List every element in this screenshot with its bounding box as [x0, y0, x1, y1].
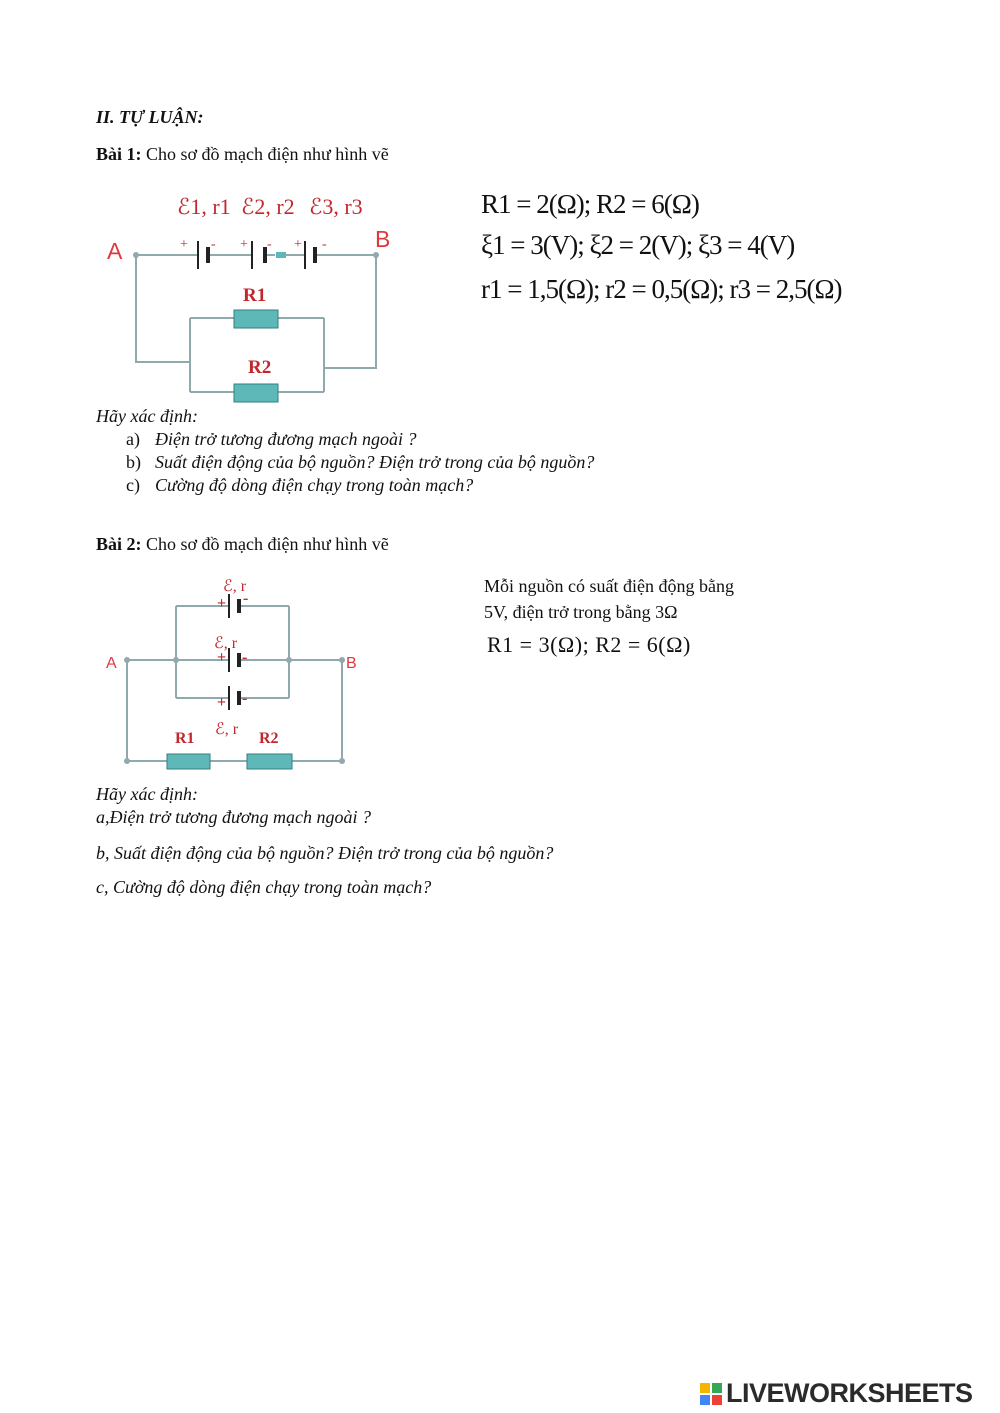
bai1-prompt: Hãy xác định:: [96, 406, 198, 426]
svg-text:+: +: [217, 595, 227, 612]
bai2-node-a-label: A: [106, 655, 117, 672]
bai2-node-b-label: B: [346, 655, 357, 672]
svg-text:+: +: [217, 694, 227, 711]
bai2-resistor-2: [247, 754, 292, 769]
svg-text:-: -: [243, 590, 249, 607]
bai2-circuit-diagram: [100, 575, 360, 775]
liveworksheets-logo-text: LIVEWORKSHEETS: [726, 1378, 973, 1408]
bai1-resistor-1-label: R1: [243, 285, 267, 306]
svg-text:-: -: [211, 237, 216, 252]
svg-text:+: +: [180, 237, 188, 252]
bai1-node-a-dot: [133, 252, 139, 258]
bai1-question-a: [126, 428, 594, 450]
svg-text:+: +: [217, 649, 227, 666]
svg-text:-: -: [242, 649, 248, 666]
bai1-heading-text: Cho sơ đồ mạch điện như hình vẽ: [141, 144, 389, 164]
bai2-question-a: a,Điện trở tương đương mạch ngoài ?: [96, 807, 371, 827]
svg-text:-: -: [242, 690, 248, 707]
bai2-question-b: b, Suất điện động của bộ nguồn? Điện trở trong của bộ nguồn?: [96, 843, 554, 863]
bai1-question-c-text: Cường độ dòng điện chạy trong toàn mạch?: [155, 475, 474, 495]
bai2-equation: R1 = 3(Ω); R2 = 6(Ω): [487, 632, 691, 657]
section-title: II. TỰ LUẬN:: [96, 107, 204, 127]
bai1-resistor-1: [234, 310, 278, 328]
bai1-node-a-label: A: [107, 238, 123, 264]
bai2-question-c: c, Cường độ dòng điện chạy trong toàn mạch?: [96, 877, 432, 897]
bai1-question-b-text: Suất điện động của bộ nguồn? Điện trở trong của bộ nguồn?: [155, 452, 595, 472]
bai1-question-a-text: Điện trở tương đương mạch ngoài ?: [155, 429, 417, 449]
bai2-source-label-middle: ℰ, r: [214, 635, 238, 652]
bai2-resistor-1-label: R1: [175, 730, 195, 747]
liveworksheets-logo: [700, 1378, 973, 1409]
bai1-question-c-mark: c): [126, 475, 140, 495]
bai2-resistor-2-label: R2: [259, 730, 279, 747]
bai2-prompt: Hãy xác định:: [96, 784, 198, 804]
bai1-node-b-label: B: [375, 226, 391, 252]
bai1-equation-1: R1 = 2(Ω); R2 = 6(Ω): [481, 189, 699, 219]
bai2-source-label-bottom: ℰ, r: [215, 721, 239, 738]
bai1-source-label-1: ℰ1, r1: [177, 194, 231, 219]
bai1-heading: [96, 143, 389, 165]
bai2-source-label-top: ℰ, r: [223, 578, 247, 595]
bai2-description-line1: Mỗi nguồn có suất điện động bằng: [484, 576, 734, 596]
svg-text:-: -: [322, 237, 327, 252]
bai1-question-c: [126, 474, 594, 496]
bai1-junction: [276, 252, 286, 258]
bai2-heading: [96, 533, 389, 555]
bai1-question-list: [126, 428, 594, 496]
bai2-junction-dots: [124, 657, 345, 764]
bai1-question-b-mark: b): [126, 452, 141, 472]
bai2-description-line2: 5V, điện trở trong bằng 3Ω: [484, 602, 678, 622]
svg-text:+: +: [240, 237, 248, 252]
bai2-resistor-1: [167, 754, 210, 769]
bai1-equation-3: r1 = 1,5(Ω); r2 = 0,5(Ω); r3 = 2,5(Ω): [481, 274, 842, 304]
bai1-question-b: [126, 451, 594, 473]
bai2-heading-label: Bài 2:: [96, 534, 142, 554]
bai1-source-label-2: ℰ2, r2: [241, 194, 295, 219]
svg-text:-: -: [267, 237, 272, 252]
bai1-resistor-2: [234, 384, 278, 402]
bai1-question-a-mark: a): [126, 429, 140, 449]
bai1-heading-label: Bài 1:: [96, 144, 142, 164]
svg-text:+: +: [294, 237, 302, 252]
liveworksheets-logo-icon: [700, 1383, 722, 1405]
bai1-source-label-3: ℰ3, r3: [309, 194, 363, 219]
bai2-heading-text: Cho sơ đồ mạch điện như hình vẽ: [141, 534, 389, 554]
bai1-resistor-2-label: R2: [248, 357, 272, 378]
bai1-equation-2: ξ1 = 3(V); ξ2 = 2(V); ξ3 = 4(V): [481, 230, 795, 260]
